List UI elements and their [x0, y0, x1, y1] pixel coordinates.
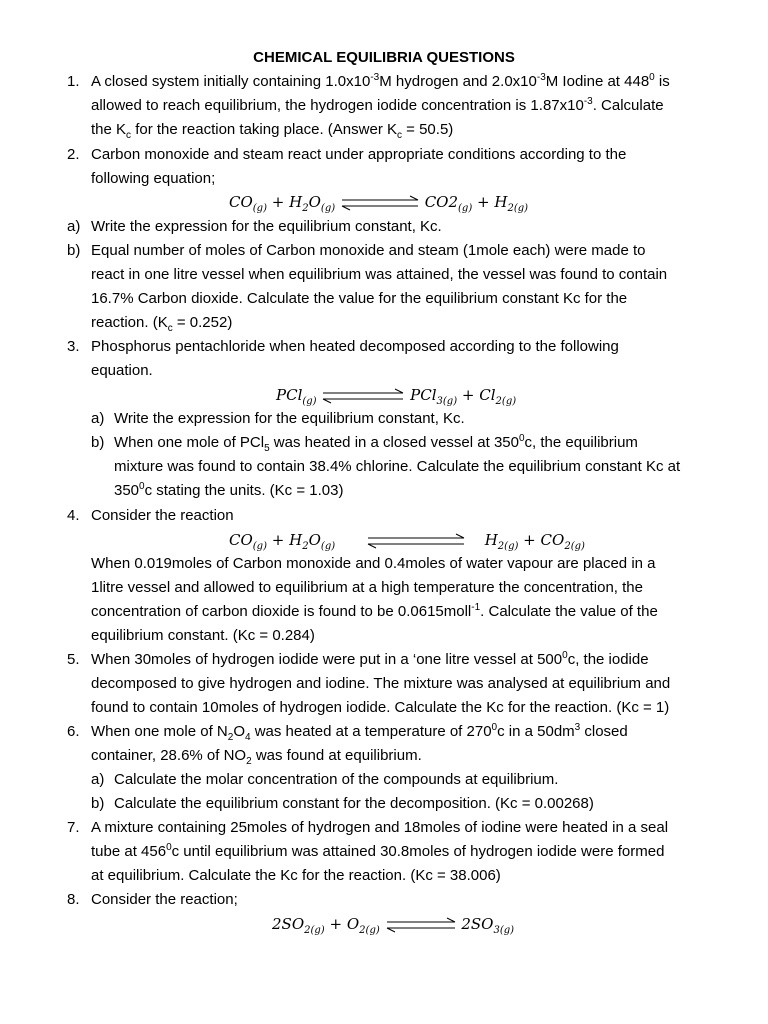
question-3b-line-3: $350^0c$ stating the units. (Kc = 1.03)	[114, 481, 344, 499]
question-5-line-3: found to contain 10moles of hydrogen iodide. Calculate the Kc for the reaction. (Kc = 1)	[91, 699, 670, 716]
question-3-line-2: equation.	[91, 362, 153, 379]
question-4-line-3: 1litre vessel and allowed to equilibrium at a high temperature the concentration, the	[91, 579, 643, 596]
question-1-line-1: A closed system initially containing $1.0x10^{-3}M$ hydrogen and $2.0x10^{-3}M$ Iodine at $448^0$ is	[91, 72, 670, 90]
question-1-line-2: allowed to reach equilibrium, the hydrogen iodide concentration is $1.87x10^{-3}$. Calculate	[91, 96, 664, 114]
question-6-line-1: When one mole of $N_2O_4$ was heated at a temperature of $270^0c$ in a $50dm^3$ closed	[91, 722, 628, 743]
question-4-line-4: concentration of carbon dioxide is found to be 0.0615moll$^{-1}$. Calculate the value of the	[91, 602, 658, 620]
question-3-number: 3.	[67, 338, 80, 355]
question-3b-marker: b)	[91, 434, 105, 451]
equilibrium-arrow-icon	[385, 917, 457, 933]
question-2a-text: Write the expression for the equilibrium constant, Kc.	[91, 218, 442, 235]
question-5-line-1: When 30moles of hydrogen iodide were put in a ‘one litre vessel at $500^0c$, the iodide	[91, 650, 649, 668]
question-6b-marker: b)	[91, 795, 105, 812]
question-6a-text: Calculate the molar concentration of the compounds at equilibrium.	[114, 771, 559, 788]
page-title: CHEMICAL EQUILIBRIA QUESTIONS	[253, 49, 515, 66]
question-7-line-3: at equilibrium. Calculate the Kc for the reaction. (Kc = 38.006)	[91, 867, 501, 884]
question-3b-line-2: mixture was found to contain 38.4% chlorine. Calculate the equilibrium constant Kc at	[114, 458, 681, 475]
question-3a-text: Write the expression for the equilibrium constant, Kc.	[114, 410, 465, 427]
equation-co-steam: $CO_{(g)} + H_2O_{(g)}$ $CO2_{(g)} + H_{2(g)}$	[229, 193, 529, 214]
question-7-line-2: tube at $456^0c$ until equilibrium was attained 30.8moles of hydrogen iodide were formed	[91, 842, 665, 860]
question-2-number: 2.	[67, 146, 80, 163]
question-2b-line-1: Equal number of moles of Carbon monoxide and steam (1mole each) were made to	[91, 242, 646, 259]
equation-co-water-gas: $CO_{(g)} + H_2O_{(g)}$ $H_{2(g)} + CO_{2(g)}$	[229, 531, 585, 552]
equilibrium-arrow-icon	[366, 533, 466, 549]
question-4-line-5: equilibrium constant. (Kc = 0.284)	[91, 627, 315, 644]
question-2a-marker: a)	[67, 218, 81, 235]
question-3b-line-1: When one mole of PCl$_5$ was heated in a closed vessel at $350^0c$, the equilibrium	[114, 433, 638, 454]
question-8-line-1: Consider the reaction;	[91, 891, 238, 908]
equation-pcl5-decomposition: PCl$_{(g)}$ $PCl_{3(g)} + Cl_{2(g)}$	[276, 386, 517, 407]
equilibrium-arrow-icon	[321, 388, 405, 404]
question-6a-marker: a)	[91, 771, 105, 788]
question-2-line-2: following equation;	[91, 170, 216, 187]
question-7-line-1: A mixture containing 25moles of hydrogen and 18moles of iodine were heated in a seal	[91, 819, 669, 836]
question-7-number: 7.	[67, 819, 80, 836]
question-8-number: 8.	[67, 891, 80, 908]
question-6b-text: Calculate the equilibrium constant for the decomposition. (Kc = 0.00268)	[114, 795, 594, 812]
question-4-line-2: When 0.019moles of Carbon monoxide and 0.4moles of water vapour are placed in a	[91, 555, 656, 572]
question-5-line-2: decomposed to give hydrogen and iodine. The mixture was analysed at equilibrium and	[91, 675, 671, 692]
question-2b-marker: b)	[67, 242, 81, 259]
question-2b-line-4: reaction. $(K_c = 0.252)$	[91, 314, 233, 334]
question-4-number: 4.	[67, 507, 80, 524]
question-2-line-1: Carbon monoxide and steam react under appropriate conditions according to the	[91, 146, 627, 163]
question-3a-marker: a)	[91, 410, 105, 427]
question-2b-line-2: react in one litre vessel when equilibrium was attained, the vessel was found to contain	[91, 266, 668, 283]
equation-so2-oxidation: $2SO_{2(g)} + O_{2(g)}$ $2SO_{3(g)}$	[272, 915, 515, 936]
question-4-line-1: Consider the reaction	[91, 507, 234, 524]
question-1-number: 1.	[67, 73, 80, 90]
question-3-line-1: Phosphorus pentachloride when heated decomposed according to the following	[91, 338, 619, 355]
question-1-line-3: the $K_c$ for the reaction taking place. (Answer $K_c = 50.5$)	[91, 121, 454, 141]
question-6-line-2: container, 28.6% of $NO_2$ was found at equilibrium.	[91, 747, 422, 767]
question-6-number: 6.	[67, 723, 80, 740]
equilibrium-arrow-icon	[340, 195, 420, 211]
question-2b-line-3: 16.7% Carbon dioxide. Calculate the value for the equilibrium constant Kc for the	[91, 290, 628, 307]
question-5-number: 5.	[67, 651, 80, 668]
